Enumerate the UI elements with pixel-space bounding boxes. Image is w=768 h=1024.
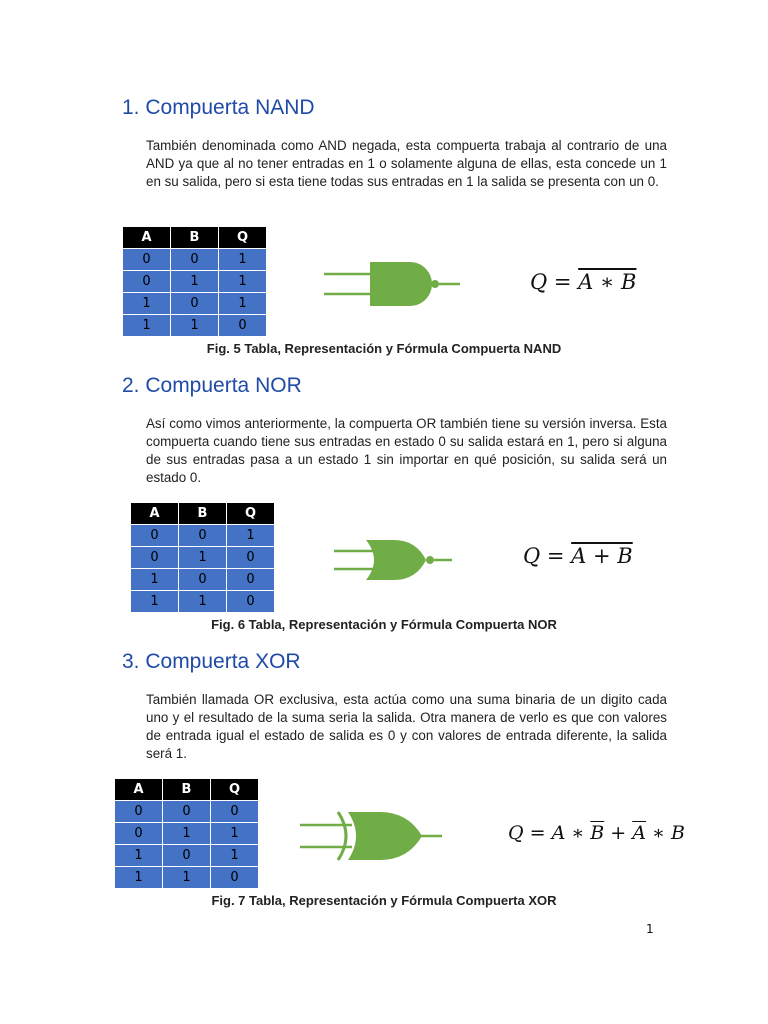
table-cell: 1 [219, 293, 267, 315]
table-cell: 1 [171, 315, 219, 337]
table-header: B [179, 503, 227, 525]
truth-table-nand [122, 226, 267, 337]
table-row [115, 867, 259, 889]
table-header: B [163, 779, 211, 801]
table-cell: 1 [211, 845, 259, 867]
table-cell: 0 [179, 525, 227, 547]
table-cell: 1 [163, 823, 211, 845]
table-header: B [171, 227, 219, 249]
section-text-nand: También denominada como AND negada, esta compuerta trabaja al contrario de una AND ya que al no tener entradas en 1 o solamente alguna de ellas, esta concede un 1 en su salida, pero si esta tiene todas sus entradas en 1 la salida se presenta con un 0. [146, 138, 667, 189]
section-text-xor: También llamada OR exclusiva, esta actúa como una suma binaria de un digito cada uno y el resultado de la suma seria la salida. Otra manera de verlo es que con valores de entrada igual el estado de salida es 0 y con valores de entrada diferente, la salida será 1. [146, 692, 667, 761]
table-row [131, 525, 275, 547]
table-cell: 1 [115, 845, 163, 867]
page-number: 1 [646, 922, 654, 936]
table-cell: 1 [211, 823, 259, 845]
formula-lhs: Q = [523, 544, 572, 568]
nand-gate-icon [320, 258, 465, 310]
table-cell: 1 [131, 569, 179, 591]
table-cell: 0 [227, 547, 275, 569]
nor-gate-icon [330, 536, 475, 584]
figure-caption-xor: Fig. 7 Tabla, Representación y Fórmula Compuerta XOR [211, 893, 557, 908]
table-header: Q [219, 227, 267, 249]
table-row [131, 591, 275, 613]
table-cell: 0 [131, 547, 179, 569]
table-header: Q [227, 503, 275, 525]
formula-negated-b: $\overline{B}$ [590, 822, 605, 844]
table-cell: 0 [211, 867, 259, 889]
section-heading-nand: 1. Compuerta NAND [122, 96, 315, 119]
table-cell: 1 [115, 867, 163, 889]
table-cell: 0 [123, 249, 171, 271]
table-cell: 0 [131, 525, 179, 547]
table-cell: 0 [115, 823, 163, 845]
truth-table-xor [114, 778, 259, 889]
table-header: A [131, 503, 179, 525]
formula-lhs: Q = [530, 270, 579, 294]
table-row [115, 801, 259, 823]
table-cell: 1 [219, 249, 267, 271]
table-row [115, 823, 259, 845]
table-cell: 0 [171, 293, 219, 315]
truth-table-nor [130, 502, 275, 613]
table-header: A [123, 227, 171, 249]
table-cell: 0 [115, 801, 163, 823]
table-cell: 1 [171, 271, 219, 293]
table-cell: 0 [171, 249, 219, 271]
table-cell: 1 [219, 271, 267, 293]
section-text-nor: Así como vimos anteriormente, la compuerta OR también tiene su versión inversa. Esta compuerta cuando tiene sus entradas en estado 0 su salida estará en 1, pero si alguna de sus entradas pasa a un estado 1 sin importar en qué posición, su salida será un estado 0. [146, 416, 667, 485]
table-row [123, 293, 267, 315]
table-row [123, 315, 267, 337]
table-cell: 0 [227, 591, 275, 613]
table-cell: 0 [219, 315, 267, 337]
table-cell: 0 [211, 801, 259, 823]
table-cell: 1 [179, 547, 227, 569]
table-cell: 0 [179, 569, 227, 591]
table-row [131, 547, 275, 569]
nor-formula [523, 544, 633, 568]
section-heading-nor: 2. Compuerta NOR [122, 374, 302, 397]
table-cell: 0 [123, 271, 171, 293]
formula-plus: + [604, 822, 633, 844]
formula-part: Q = A ∗ [508, 822, 591, 844]
table-row [123, 271, 267, 293]
table-cell: 1 [131, 591, 179, 613]
table-header: Q [211, 779, 259, 801]
table-cell: 1 [179, 591, 227, 613]
table-header: A [115, 779, 163, 801]
formula-negated-term: A + B [571, 544, 633, 568]
table-row [123, 249, 267, 271]
table-cell: 1 [163, 867, 211, 889]
figure-caption-nor: Fig. 6 Tabla, Representación y Fórmula Compuerta NOR [211, 617, 557, 632]
xor-formula [508, 822, 685, 844]
formula-negated-a: $\overline{A}$ [632, 822, 646, 844]
table-cell: 0 [163, 801, 211, 823]
xor-gate-icon [296, 808, 446, 864]
table-cell: 0 [227, 569, 275, 591]
figure-caption-nand: Fig. 5 Tabla, Representación y Fórmula Compuerta NAND [206, 341, 562, 356]
table-row [115, 845, 259, 867]
section-heading-xor: 3. Compuerta XOR [122, 650, 301, 673]
formula-part: ∗ B [646, 822, 685, 844]
table-cell: 1 [123, 315, 171, 337]
table-cell: 1 [227, 525, 275, 547]
table-row [131, 569, 275, 591]
table-cell: 0 [163, 845, 211, 867]
nand-formula [530, 270, 636, 294]
table-cell: 1 [123, 293, 171, 315]
formula-negated-term: A ∗ B [578, 270, 637, 294]
